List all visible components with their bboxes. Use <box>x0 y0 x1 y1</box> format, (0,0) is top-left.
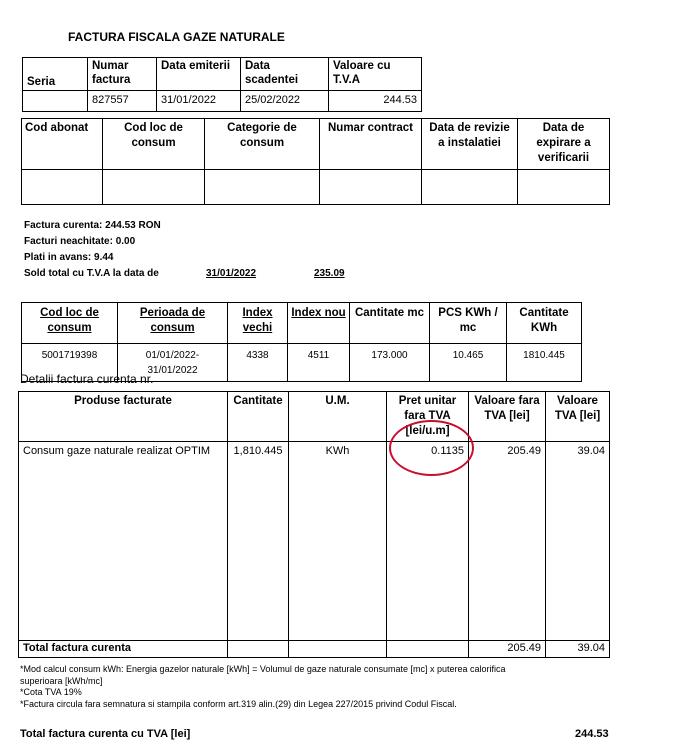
total-valoare: 205.49 <box>469 641 546 658</box>
cantitate-mc-value: 173.000 <box>350 344 430 382</box>
note-calcul: *Mod calcul consum kWh: Energia gazelor naturale [kWh] = Volumul de gaze naturale consumate [mc] x puterea calorifica superioara [kWh/mc] <box>20 664 506 686</box>
cod-abonat-value <box>22 170 103 205</box>
data-revizie-header: Data de revizie a instalatiei <box>422 119 518 170</box>
pret-unitar-header: Pret unitar fara TVA [lei/u.m] <box>387 392 469 442</box>
valoare-tva-header: Valoare TVA [lei] <box>546 392 610 442</box>
note-cota-tva: *Cota TVA 19% <box>20 687 82 697</box>
cod-loc-consum-header: Cod loc de consum <box>103 119 205 170</box>
numar-factura-header: Numar factura <box>88 58 157 91</box>
produse-header: Produse facturate <box>19 392 228 442</box>
client-info-table <box>21 118 610 205</box>
categorie-consum-header: Categorie de consum <box>205 119 320 170</box>
product-name: Consum gaze naturale realizat OPTIM <box>19 442 228 641</box>
total-pret-empty <box>387 641 469 658</box>
invoice-header-table <box>22 57 422 112</box>
cod-loc-value: 5001719398 <box>22 344 118 382</box>
sold-label: Sold total cu T.V.A la data de <box>24 268 159 279</box>
numar-contract-value <box>320 170 422 205</box>
facturi-neachitate-line: Facturi neachitate: 0.00 <box>24 236 136 247</box>
account-summary <box>24 218 345 282</box>
pcs-header: PCS KWh / mc <box>430 303 507 344</box>
final-total-value: 244.53 <box>575 728 609 740</box>
product-cantitate: 1,810.445 <box>228 442 289 641</box>
cantitate-kwh-value: 1810.445 <box>507 344 582 382</box>
cod-loc-consum-value <box>103 170 205 205</box>
products-table <box>18 391 610 658</box>
numar-factura-value: 827557 <box>88 91 157 112</box>
annotation-circle <box>389 420 474 476</box>
final-total-label: Total factura curenta cu TVA [lei] <box>20 728 191 740</box>
cantitate-mc-header: Cantitate mc <box>350 303 430 344</box>
data-expirare-header: Data de expirare a verificarii <box>518 119 610 170</box>
valoare-header: Valoare cu T.V.A <box>329 58 422 91</box>
sold-date: 31/01/2022 <box>206 268 257 279</box>
um-header: U.M. <box>289 392 387 442</box>
pcs-value: 10.465 <box>430 344 507 382</box>
index-nou-value: 4511 <box>288 344 350 382</box>
data-emiterii-header: Data emiterii <box>157 58 241 91</box>
valoare-fara-tva-header: Valoare fara TVA [lei] <box>469 392 546 442</box>
product-tva: 39.04 <box>546 442 610 641</box>
cantitate-kwh-header: Cantitate KWh <box>507 303 582 344</box>
total-um-empty <box>289 641 387 658</box>
index-vechi-value: 4338 <box>228 344 288 382</box>
factura-curenta-line: Factura curenta: 244.53 RON <box>24 220 161 231</box>
seria-header: Seria <box>23 58 88 91</box>
perioada-value: 01/01/2022-31/01/2022 <box>118 344 228 382</box>
product-pret: 0.1135 <box>387 442 469 641</box>
valoare-value: 244.53 <box>329 91 422 112</box>
sold-total-line <box>24 266 345 282</box>
total-tva: 39.04 <box>546 641 610 658</box>
cod-abonat-header: Cod abonat <box>22 119 103 170</box>
table-row <box>19 442 610 641</box>
data-scadentei-header: Data scadentei <box>241 58 329 91</box>
cantitate-header: Cantitate <box>228 392 289 442</box>
data-emiterii-value: 31/01/2022 <box>157 91 241 112</box>
data-revizie-value <box>422 170 518 205</box>
note-semnatura: *Factura circula fara semnatura si stampila conform art.319 alin.(29) din Legea 227/2015 privind Codul Fiscal. <box>20 698 457 709</box>
data-scadentei-value: 25/02/2022 <box>241 91 329 112</box>
consumption-table <box>21 302 582 382</box>
perioada-header: Perioada de consum <box>118 303 228 344</box>
total-label: Total factura curenta <box>19 641 228 658</box>
data-expirare-value <box>518 170 610 205</box>
cod-loc-header: Cod loc de consum <box>22 303 118 344</box>
product-um: KWh <box>289 442 387 641</box>
seria-value <box>23 91 88 112</box>
index-vechi-header: Index vechi <box>228 303 288 344</box>
invoice-title: FACTURA FISCALA GAZE NATURALE <box>68 30 285 44</box>
total-cantitate-empty <box>228 641 289 658</box>
categorie-consum-value <box>205 170 320 205</box>
sold-value: 235.09 <box>314 268 345 279</box>
footnotes <box>20 664 540 710</box>
plati-avans-line: Plati in avans: 9.44 <box>24 252 114 263</box>
index-nou-header: Index nou <box>288 303 350 344</box>
detalii-label: Detalii factura curenta nr. <box>20 372 154 386</box>
product-valoare: 205.49 <box>469 442 546 641</box>
numar-contract-header: Numar contract <box>320 119 422 170</box>
